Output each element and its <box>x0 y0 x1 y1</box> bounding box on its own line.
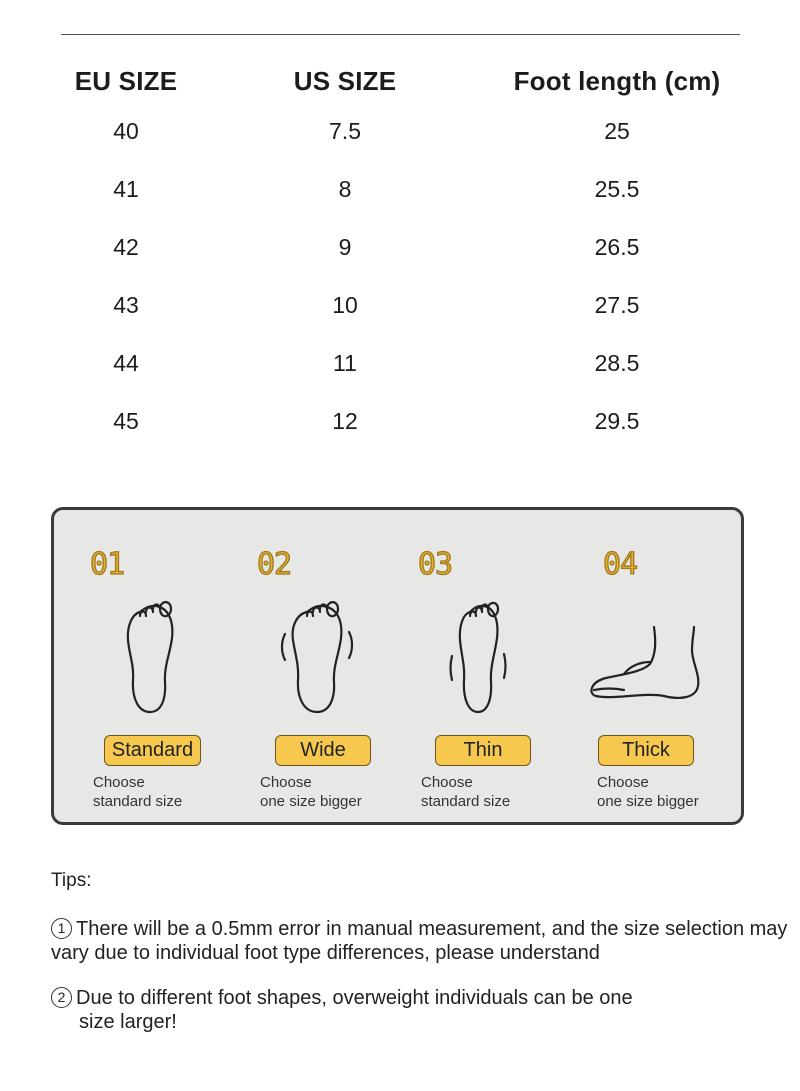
foot-type-badge: Standard <box>104 735 201 766</box>
header-eu-size: EU SIZE <box>74 66 178 96</box>
foot-type-badge: Thick <box>598 735 694 766</box>
foot-type-description: Choose one size bigger <box>260 774 362 810</box>
header-us-size: US SIZE <box>293 66 397 96</box>
eu-size-cell: 44 <box>113 350 139 376</box>
foot-type-thin <box>418 510 578 820</box>
eu-size-cell: 41 <box>113 176 139 202</box>
foot-type-number: 01 <box>90 547 125 582</box>
circled-number-icon: 1 <box>51 918 72 939</box>
foot-thick-icon <box>579 592 719 722</box>
foot-type-number: 04 <box>603 547 638 582</box>
tip-item <box>51 986 731 1034</box>
foot-length-cell: 25.5 <box>594 176 640 202</box>
table-row <box>0 350 800 408</box>
foot-type-wide <box>257 510 417 820</box>
us-size-cell: 10 <box>332 292 358 318</box>
foot-type-badge: Thin <box>435 735 531 766</box>
size-table <box>0 66 800 466</box>
foot-standard-icon <box>90 592 220 722</box>
foot-length-cell: 25 <box>604 118 630 144</box>
foot-type-badge: Wide <box>275 735 371 766</box>
tip-text: Due to different foot shapes, overweight individuals can be one <box>76 987 633 1009</box>
foot-thin-icon <box>418 592 548 722</box>
eu-size-cell: 43 <box>113 292 139 318</box>
foot-length-cell: 27.5 <box>594 292 640 318</box>
us-size-cell: 9 <box>338 234 352 260</box>
foot-type-number: 02 <box>257 547 292 582</box>
eu-size-cell: 45 <box>113 408 139 434</box>
table-row <box>0 408 800 466</box>
tip-item <box>51 917 791 965</box>
foot-type-thick <box>579 510 739 820</box>
table-row <box>0 292 800 350</box>
eu-size-cell: 40 <box>113 118 139 144</box>
header-foot-length: Foot length (cm) <box>513 66 721 96</box>
us-size-cell: 8 <box>338 176 352 202</box>
foot-length-cell: 29.5 <box>594 408 640 434</box>
us-size-cell: 12 <box>332 408 358 434</box>
foot-type-panel <box>51 507 744 825</box>
us-size-cell: 11 <box>333 350 357 376</box>
foot-length-cell: 28.5 <box>594 350 640 376</box>
foot-type-description: Choose standard size <box>421 774 511 810</box>
foot-type-description: Choose one size bigger <box>597 774 699 810</box>
foot-length-cell: 26.5 <box>594 234 640 260</box>
foot-type-description: Choose standard size <box>93 774 183 810</box>
tip-text: There will be a 0.5mm error in manual measurement, and the size selection may vary due to individual foot type differences, please understand <box>51 918 788 964</box>
tips-label: Tips: <box>51 870 92 891</box>
table-row <box>0 234 800 292</box>
table-row <box>0 118 800 176</box>
foot-type-number: 03 <box>418 547 453 582</box>
circled-number-icon: 2 <box>51 987 72 1008</box>
us-size-cell: 7.5 <box>329 118 361 144</box>
foot-wide-icon <box>257 592 387 722</box>
table-row <box>0 176 800 234</box>
top-divider <box>61 34 740 35</box>
foot-type-standard <box>90 510 250 820</box>
size-table-header <box>0 66 800 118</box>
tip-text-continued: size larger! <box>79 1011 177 1033</box>
eu-size-cell: 42 <box>113 234 139 260</box>
